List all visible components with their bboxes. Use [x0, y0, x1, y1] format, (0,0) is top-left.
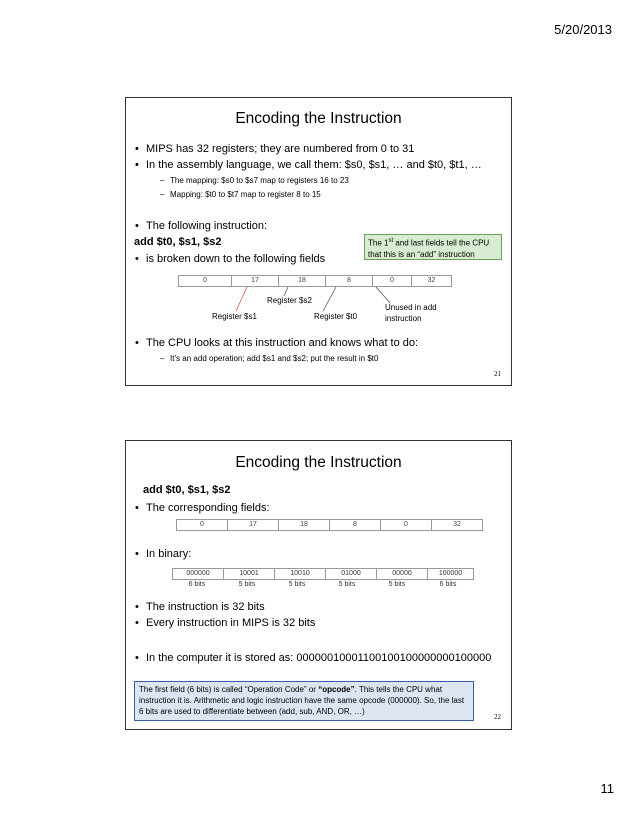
field-rs: 17: [232, 276, 279, 286]
slide-number: 22: [494, 713, 501, 721]
bullet-in-binary: • In binary:: [146, 547, 191, 561]
bullet-cpu-knows: • The CPU looks at this instruction and knows what to do:: [146, 336, 418, 350]
width-rs: 5 bits: [238, 581, 256, 588]
callout-text-rest: and last fields tell the CPU that this is an “add” instruction: [368, 238, 490, 259]
slide-title: Encoding the Instruction: [235, 110, 402, 127]
slide-title: Encoding the Instruction: [235, 454, 402, 471]
bullet-corresponding-fields: • The corresponding fields:: [146, 501, 270, 515]
binary-fields: [172, 568, 474, 580]
slide-number: 21: [494, 370, 501, 378]
callout-superscript: st: [388, 238, 394, 244]
callout-text-start: The 1: [368, 238, 389, 248]
slide-21: [125, 97, 512, 386]
page-date: 5/20/2013: [554, 22, 612, 37]
field-funct: 32: [427, 277, 436, 284]
pointer-unused: [376, 287, 390, 303]
instruction-fields: [176, 519, 483, 531]
field-rs: 17: [228, 520, 279, 530]
subbullet-add-operation: – It’s an add operation; add $s1 and $s2; put the result in $t0: [170, 353, 378, 364]
bullet-every-instruction: • Every instruction in MIPS is 32 bits: [146, 616, 315, 630]
field-shamt: 0: [381, 520, 432, 530]
instruction-text: add $t0, $s1, $s2: [143, 484, 231, 496]
field-rt: 18: [279, 520, 330, 530]
bullet-32-bits: • The instruction is 32 bits: [146, 600, 265, 614]
bullet-registers: • MIPS has 32 registers; they are numbered from 0 to 31: [146, 142, 414, 156]
width-funct: 6 bits: [439, 581, 457, 588]
instruction-text: add $t0, $s1, $s2: [134, 236, 222, 248]
label-register-s2: Register $s2: [267, 296, 312, 305]
width-op: 6 bits: [188, 581, 206, 588]
width-rt: 5 bits: [288, 581, 306, 588]
field-rd: 8: [326, 276, 373, 286]
bit-widths: [172, 581, 474, 588]
callout-text-c: . This tells the CPU what instruction it is. Arithmetic and logic instruction have the same opcode (000000). So, the last 6 bits are used to differentiate between (add, sub, AND, OR, …): [139, 685, 465, 716]
binary-op: 000000: [172, 568, 224, 580]
field-rt: 18: [279, 276, 326, 286]
width-shamt: 5 bits: [388, 581, 406, 588]
width-rd: 5 bits: [338, 581, 356, 588]
page-number: 11: [600, 781, 614, 796]
field-op: 0: [177, 520, 228, 530]
callout-opcode-explanation: [134, 681, 474, 721]
bullet-following: • The following instruction:: [146, 219, 267, 233]
binary-rs: 10001: [224, 568, 275, 580]
slide-22: [125, 440, 512, 730]
binary-rt: 10010: [275, 568, 326, 580]
bullet-stored-as: • In the computer it is stored as: 00000010001100100100000000100000: [146, 651, 491, 665]
pointer-s2: [284, 287, 288, 296]
bullet-assembly-names: • In the assembly language, we call them: $s0, $s1, … and $t0, $t1, …: [146, 158, 482, 172]
pointer-s1: [236, 287, 247, 311]
binary-rd: 01000: [326, 568, 377, 580]
label-unused-line1: Unused in add: [385, 303, 437, 312]
label-unused-line2: instruction: [385, 314, 422, 323]
field-op: 0: [179, 276, 232, 286]
callout-text-a: The first field (6 bits) is called “Operation Code” or: [139, 685, 319, 694]
subbullet-t-mapping: – Mapping: $t0 to $t7 map to register 8 to 15: [170, 189, 321, 200]
bullet-broken-down: • is broken down to the following fields: [146, 252, 325, 266]
pointer-t0: [323, 287, 336, 311]
label-register-s1: Register $s1: [212, 312, 257, 321]
field-shamt: 0: [373, 276, 412, 286]
binary-funct: 100000: [428, 568, 474, 580]
callout-opcode-term: “opcode”: [318, 685, 355, 694]
field-funct: 32: [453, 521, 461, 528]
field-rd: 8: [330, 520, 381, 530]
label-register-t0: Register $t0: [314, 312, 358, 321]
binary-shamt: 00000: [377, 568, 428, 580]
subbullet-s-mapping: – The mapping: $s0 to $s7 map to registers 16 to 23: [170, 175, 349, 186]
